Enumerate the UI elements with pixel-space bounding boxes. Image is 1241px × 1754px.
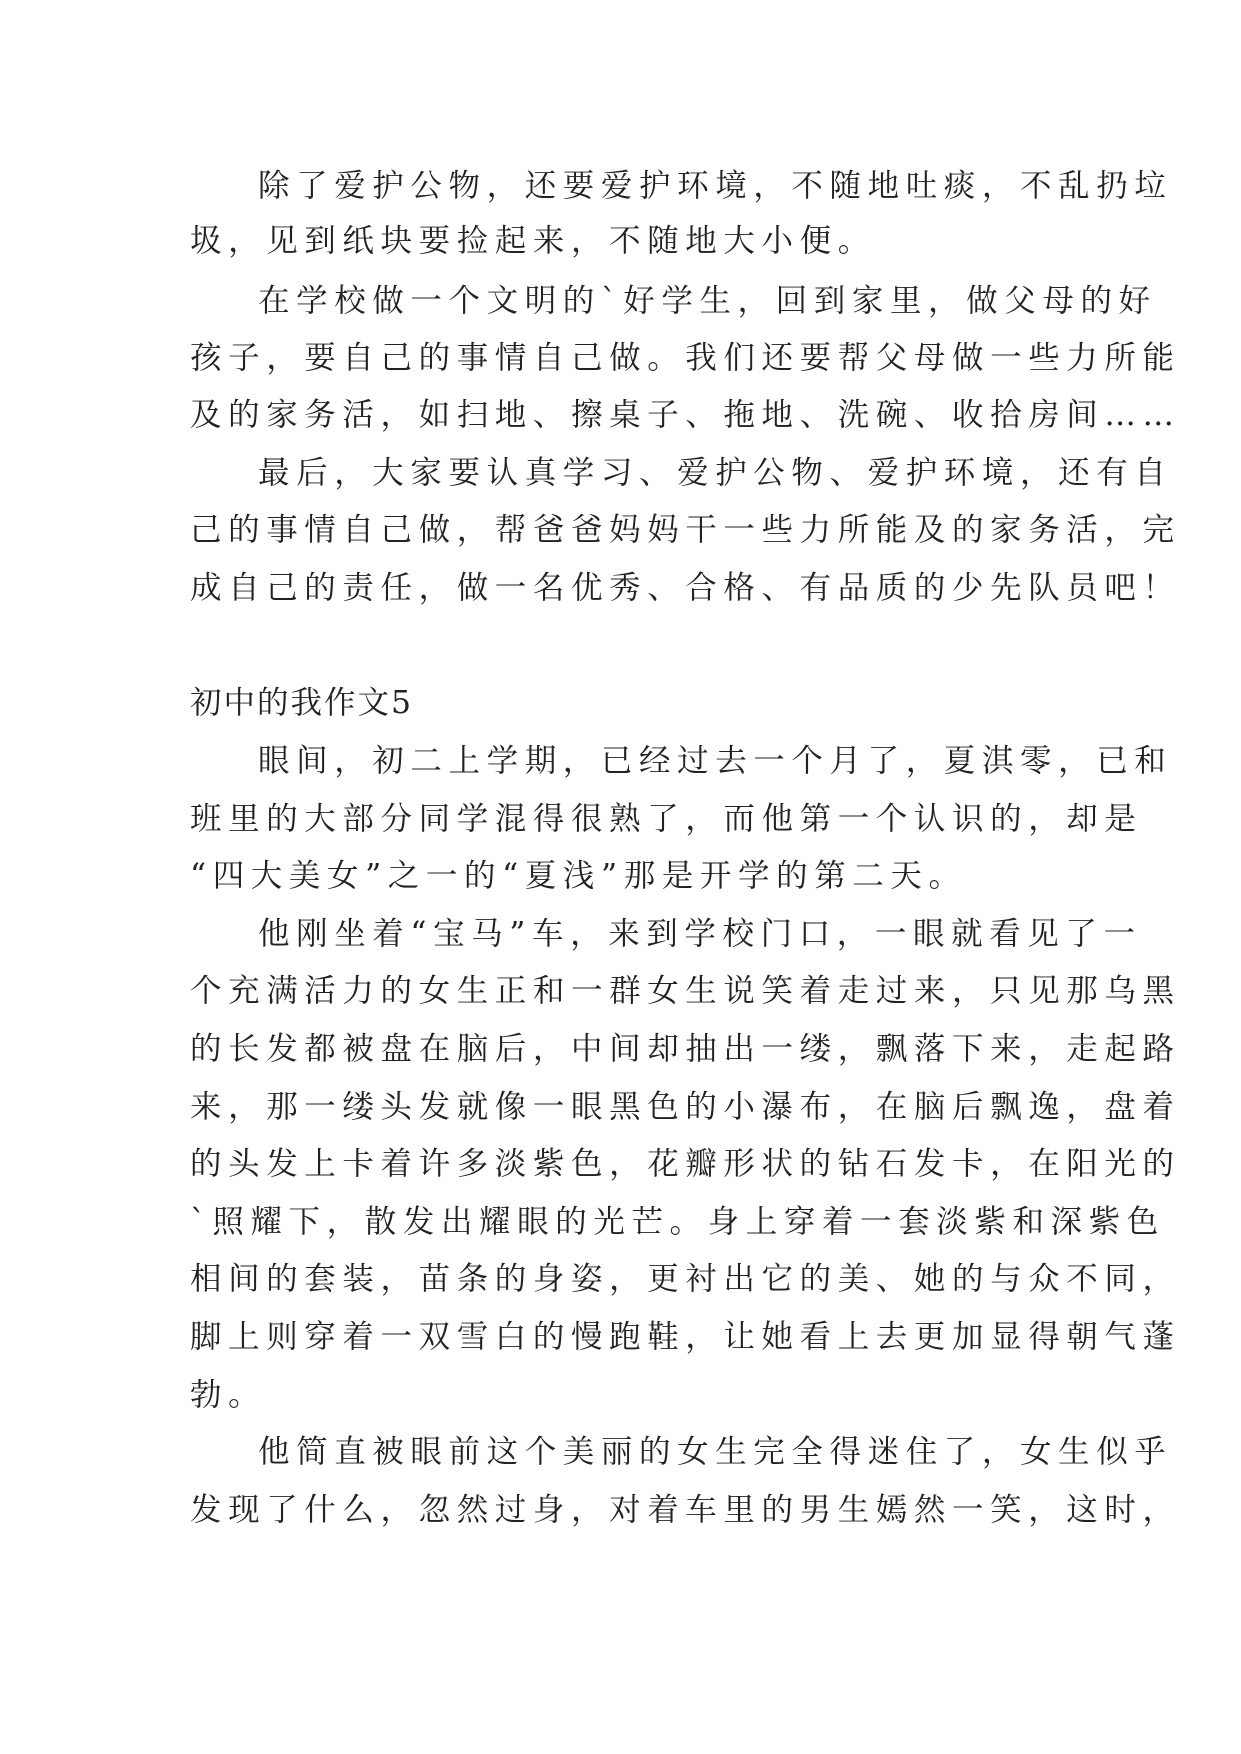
paragraph-line: 及的家务活，如扫地、擦桌子、拖地、洗碗、收拾房间…… — [190, 397, 1181, 433]
essay-title: 初中的我作文5 — [190, 685, 414, 721]
paragraph-line: 脚上则穿着一双雪白的慢跑鞋，让她看上去更加显得朝气蓬 — [190, 1319, 1181, 1355]
paragraph-line: 来，那一缕头发就像一眼黑色的小瀑布，在脑后飘逸，盘着 — [190, 1089, 1181, 1125]
paragraph-line: 最后，大家要认真学习、爱护公物、爱护环境，还有自 — [258, 455, 1173, 491]
paragraph-line: 圾，见到纸块要捡起来，不随地大小便。 — [190, 223, 876, 259]
paragraph-line: 勃。 — [190, 1377, 267, 1413]
paragraph-line: 相间的套装，苗条的身姿，更衬出它的美、她的与众不同， — [190, 1261, 1181, 1297]
paragraph-line: 他简直被眼前这个美丽的女生完全得迷住了，女生似乎 — [258, 1434, 1173, 1470]
paragraph-line: 个充满活力的女生正和一群女生说笑着走过来，只见那乌黑 — [190, 973, 1181, 1009]
paragraph-line: `照耀下，散发出耀眼的光芒。身上穿着一套淡紫和深紫色 — [190, 1204, 1165, 1240]
paragraph-line: 眼间，初二上学期，已经过去一个月了，夏淇零，已和 — [258, 743, 1173, 779]
paragraph-line: 班里的大部分同学混得很熟了，而他第一个认识的，却是 — [190, 801, 1143, 837]
paragraph-line: 在学校做一个文明的`好学生，回到家里，做父母的好 — [258, 283, 1157, 319]
paragraph-line: 己的事情自己做，帮爸爸妈妈干一些力所能及的家务活，完 — [190, 512, 1181, 548]
paragraph-line: 孩子，要自己的事情自己做。我们还要帮父母做一些力所能 — [190, 340, 1181, 376]
paragraph-line: 的长发都被盘在脑后，中间却抽出一缕，飘落下来，走起路 — [190, 1031, 1181, 1067]
paragraph-line: 除了爱护公物，还要爱护环境，不随地吐痰，不乱扔垃 — [258, 168, 1173, 204]
paragraph-line: 发现了什么，忽然过身，对着车里的男生嫣然一笑，这时， — [190, 1492, 1181, 1528]
paragraph-line: 的头发上卡着许多淡紫色，花瓣形状的钻石发卡，在阳光的 — [190, 1146, 1181, 1182]
paragraph-line: 他刚坐着“宝马”车，来到学校门口，一眼就看见了一 — [258, 916, 1142, 952]
paragraph-line: 成自己的责任，做一名优秀、合格、有品质的少先队员吧！ — [190, 570, 1181, 606]
paragraph-line: “四大美女”之一的“夏浅”那是开学的第二天。 — [190, 858, 967, 894]
